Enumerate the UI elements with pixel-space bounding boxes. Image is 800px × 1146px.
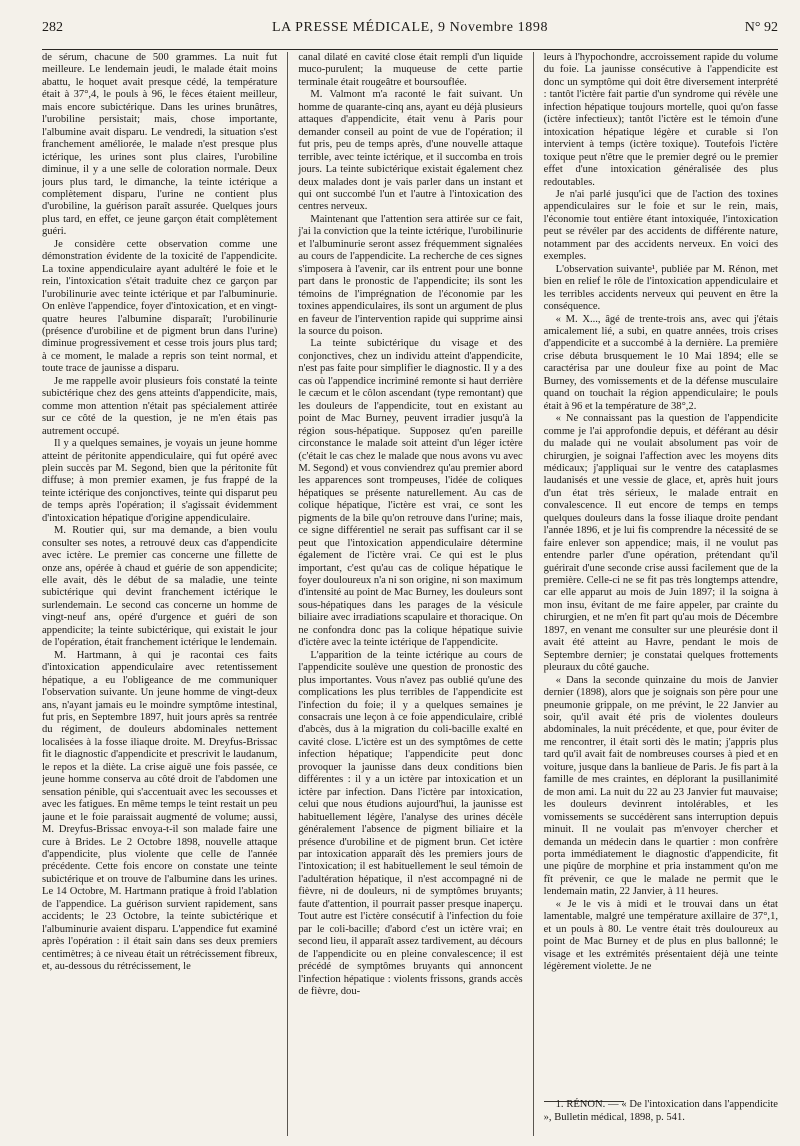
column-3 [533,52,778,1136]
paragraph: Maintenant que l'attention sera attirée sur ce fait, j'ai la conviction que la teinte ictérique, l'urobilinurie et l'albuminurie seront assez fréquemment signalées au cours de l'appendicite. La recherche de ces signes s'imposera à l'avenir, car ils entrent pour une bonne part dans le pronostic de l'appendicite; ils sont les témoins de l'imprégnation de l'économie par les toxines appendiculaires, ils sont un argument de plus en faveur de l'intervention rapide qui supprime ainsi la source du poison. [298,213,523,337]
paragraph: « Je le vis à midi et le trouvai dans un état lamentable, malgré une température axillaire de 37°,1, et un pouls à 80. Le ventre était très douloureux au point de Mac Burney et de plus en plus ballonné; le visage et les extrémités présentaient déjà une teinte légèrement violette. Je ne [543,898,778,973]
journal-title-date: LA PRESSE MÉDICALE, 9 Novembre 1898 [271,20,549,35]
paragraph: L'observation suivante¹, publiée par M. Rénon, met bien en relief le rôle de l'intoxication appendiculaire et les terribles accidents nerveux qui peuvent en être la conséquence. [543,263,778,313]
column-2 [287,52,532,1136]
paragraph: de sérum, chacune de 500 grammes. La nuit fut meilleure. Le lendemain jeudi, le malade était moins abattu, le hoquet avait presque cédé, la température était à 37°,4, le pouls à 96, le fèces étaient meilleur, mais encore subictérique. Dans les urines brunâtres, l'urobiline persistait; mais, chose importante, l'albumine avait disparu. Le vendredi, la situation s'est franchement améliorée, le malade n'est presque plus ictérique, les urines sont plus claires, l'urobiline diminue, il y a une selle de coloration normale. Deux jours plus tard, le dimanche, la teinte ictérique a complètement disparu, l'urine ne contient plus d'urobiline, la guérison paraît assurée. Quelques jours plus tard, en effet, ce jeune garçon était complètement guéri. [42,52,278,238]
paragraph: Je n'ai parlé jusqu'ici que de l'action des toxines appendiculaires sur le foie et sur le rein, mais, l'économie tout entière étant intoxiquée, l'intoxication peut se révéler par des accidents de différente nature, notamment par des accidents nerveux. En voici des exemples. [543,188,778,263]
paragraph: La teinte subictérique du visage et des conjonctives, chez un individu atteint d'appendicite, n'est pas faite pour simplifier le diagnostic. Il y a des cas où l'appendice incriminé remonte si haut derrière le cæcum et le côlon ascendant (type remontant) que les douleurs de l'appendicite, tout en existant au point de Mac Burney, peuvent irradier jusqu'à la région sous-hépatique. Supposez qu'en pareille circonstance le malade soit atteint d'un léger ictère (c'était le cas chez le malade que nous avons vu avec M. Segond) et vous conviendrez qu'au premier abord les apparences sont trompeuses, l'idée de coliques hépatiques se présente naturellement. Au cas de colique hépatique, l'ictère est vrai, ce sont les pigments de la bile qu'on retrouve dans l'urine; mais, ce signe différentiel ne serait pas suffisant car il se peut que l'intoxication appendiculaire détermine également de l'ictère vrai. Ce qui est le plus important, c'est qu'au cas de colique hépatique le foyer douloureux n'a ni son origine, ni son maximum d'intensité au point de Mac Burney, les douleurs sont sous-hépatiques dans les parages de la vésicule biliaire avec irradiations scapulaire et thoracique. On ne confondra donc pas la colique hépatique suivie d'ictère avec la teinte ictérique de l'appendicite. [298,338,523,649]
paragraph: « Dans la seconde quinzaine du mois de Janvier dernier (1898), alors que je soignais son père pour une pneumonie grippale, on me prévint, le 22 Janvier au soir, qu'il avait été pris de violentes douleurs abdominales, la nuit précédente, et que, pour éviter de me rencontrer, il était sorti dès le matin; j'appris plus tard qu'il avait fait de nombreuses courses à pied et en voiture, jusque dans la banlieue de Paris. Je fis part à la famille de mes craintes, en déplorant la pusillanimité de mon ami. La nuit du 22 au 23 Janvier fut mauvaise; les douleurs devinrent intolérables, et les vomissements se succédèrent sans interruption depuis minuit. Il ne voulait pas m'envoyer chercher et demanda un médecin dans le quartier : mon confrère porta immédiatement le diagnostic d'appendicite, fit une piqûre de morphine et pria instamment qu'on me fît prévenir, ce que le malade ne permit que le lendemain matin, 22 Janvier, à 11 heures. [543,674,778,898]
text-columns [42,52,778,1136]
paragraph: M. Hartmann, à qui je racontai ces faits d'intoxication appendiculaire avec retentissement hépatique, a eu l'obligeance de me communiquer l'observation suivante. Un jeune homme de vingt-deux ans, n'ayant jamais eu le moindre symptôme intestinal, fut pris, en Septembre 1897, huit jours après sa rentrée du régiment, de douleurs abdominales nettement localisées à la fosse iliaque droite. M. Dreyfus-Brissac fit le diagnostic d'appendicite et prescrivit le laudanum, le repos et la diète. La crise aiguë une fois passée, ce jeune homme conserva au côté droit de l'abdomen une sensation pénible, qui s'accentuait avec les secousses et avec les fatigues. En même temps le teint restait un peu jaune et le foie paraissait augmenté de volume; aussi, M. Dreyfus-Brissac envoya-t-il son malade faire une cure à Brides. Le 2 Octobre 1898, nouvelle attaque d'appendicite, plus violente que celle de l'année précédente. Cette fois encore on constate une teinte subictérique et on trouve de l'albumine dans les urines. Le 14 Octobre, M. Hartmann pratique à froid l'ablation de l'appendice. La guérison survient rapidement, sans accidents; le 23 Octobre, la teinte subictérique et l'albuminurie avaient disparu. L'appendice fut examiné après l'opération : il était sain dans ses deux premiers centimètres; à ce niveau était un rétrécissement fibreux, et, au-dessous du rétrécissement, le [42,649,278,973]
page-number: 282 [42,20,63,35]
issue-number: N° 92 [744,20,778,35]
paragraph: « Ne connaissant pas la question de l'appendicite comme je l'ai approfondie depuis, et déférant au désir du malade qui ne voulait absolument pas voir de chirurgien, je soignai l'affection avec les moyens dits médicaux; j'appliquai sur le ventre des cataplasmes laudanisés et une vessie de glace, et, après huit jours d'un état très sérieux, le malade entrait en convalescence. Il eut encore de temps en temps quelques douleurs dans la fosse iliaque droite pendant l'année 1896, et je lui fis comprendre la nécessité de se faire enlever son appendice; mais, il ne voulut pas entendre parler d'une opération, prétendant qu'il guérirait d'une seconde crise aussi facilement que de la première. Celle-ci ne se fit pas très longtemps attendre, car elle apparut au mois de Juin 1897; il la soigna à mon insu, évitant de me faire appeler, par crainte du chirurgien, et ne m'en fit part qu'au mois de Décembre 1897, en venant me consulter sur une pleurésie dont il avait été atteint au Havre, pendant le mois de Septembre dernier; je constatai quelques frottements pleuraux du côté gauche. [543,413,778,674]
paragraph: M. Routier qui, sur ma demande, a bien voulu consulter ses notes, a retrouvé deux cas d'appendicite avec ictère. Le premier cas concerne une fillette de onze ans, opérée à chaud et guérie de son appendicite; elle avait, dès le début de sa maladie, une teinte subictérique qui devint franchement ictérique le surlendemain. Le second cas concerne un homme de vingt-neuf ans, opéré d'urgence et guéri de son appendicite; la teinte subictérique, qui existait le jour de l'opération, était franchement ictérique le lendemain. [42,525,278,649]
paragraph: M. Valmont m'a raconté le fait suivant. Un homme de quarante-cinq ans, ayant eu déjà plusieurs attaques d'appendicite, était venu à Paris pour demander conseil au point de vue de l'opération; il fut pris, peu de temps après, d'une nouvelle attaque terrible, avec teinte ictérique, et il succomba en trois jours. La teinte subictérique existait également chez deux malades dont je vais parler dans un instant et qui ont succombé l'un et l'autre à l'intoxication des centres nerveux. [298,89,523,213]
paragraph: Je considère cette observation comme une démonstration évidente de la toxicité de l'appendicite. La toxine appendiculaire ayant adultéré le foie et le rein, l'intoxication s'était traduite chez ce garçon par l'urobilinurie avec teinte ictérique et par l'albuminurie. On enlève l'appendice, foyer d'intoxication, et en vingt-quatre heures l'albumine disparaît; l'urobilinurie (présence d'urobiline et de pigment brun dans l'urine) diminue progressivement et cesse trois jours plus tard; à ce moment, le malade a repris son teint normal, et toute trace de jaunisse a disparu. [42,238,278,375]
paragraph: Il y a quelques semaines, je voyais un jeune homme atteint de péritonite appendiculaire, qui fut opéré avec plein succès par M. Segond, bien que la péritonite fût diffuse; à mon premier examen, je fus frappé de la teinte ictérique des conjonctives, teinte qui disparut peu de temps après l'opération; il s'agissait évidemment d'intoxication hépatique d'origine appendiculaire. [42,438,278,524]
column-1 [42,52,287,1136]
footnote: 1. RÉNON. — « De l'intoxication dans l'appendicite », Bulletin médical, 1898, p. 541. [543,1099,778,1123]
paragraph: Je me rappelle avoir plusieurs fois constaté la teinte subictérique chez des gens atteints d'appendicite, mais, comme mon attention n'était pas spécialement attirée sur ce côté de la question, je ne m'en étais pas autrement occupé. [42,375,278,437]
paragraph: canal dilaté en cavité close était rempli d'un liquide muco-purulent; la muqueuse de cette partie terminale était rougeâtre et boursouflée. [298,52,523,88]
running-header [42,20,778,50]
paragraph: L'apparition de la teinte ictérique au cours de l'appendicite soulève une question de pronostic des plus importantes. Vous n'avez pas oublié qu'une des complications les plus terribles de l'appendicite est l'infection du foie; il y a quelques semaines je consacrais une leçon à ce foie appendiculaire, criblé d'abcès, dus à la migration du coli-bacille exalté en cavité close. L'ictère est un des symptômes de cette infection hépatique; l'appendicite peut donc provoquer la jaunisse dans deux conditions bien différentes : il y a un ictère par intoxication et un ictère par infection. Dans l'ictère par intoxication, celui que nous étudions aujourd'hui, la jaunisse est habituellement légère, l'analyse des urines décèle généralement l'absence de pigment biliaire et la présence d'urobiline et de pigment brun. Cet ictère par intoxication apparaît dès les premiers jours de l'intoxication; il est habituellement le seul témoin de l'adultération hépatique, il n'est accompagné ni de fièvre, ni de douleurs, ni de symptômes bruyants; faute d'attention, il pourrait passer presque inaperçu. Tout autre est l'ictère consécutif à l'infection du foie par le coli-bacille; d'abord c'est un ictère vrai; en second lieu, il apparaît assez tardivement, au décours de l'appendicite ou en pleine convalescence; il est précédé de symptômes bruyants qui annoncent l'infection hépatique : violents frissons, grands accès de fièvre, dou- [298,649,523,997]
paragraph: leurs à l'hypochondre, accroissement rapide du volume du foie. La jaunisse consécutive à l'appendicite est donc un symptôme qui doit être diversement interprété : tantôt l'ictère fait partie d'un syndrome qui révèle une infection hépatique toujours mortelle, quoi qu'on fasse (ictère infectieux); tantôt l'ictère est le témoin d'une intoxication hépatique légère et curable si l'on intervient à temps (ictère toxique). Toutefois l'ictère toxique peut n'être que le premier degré ou le premier effet d'une intoxication généralisée des plus redoutables. [543,52,778,188]
paragraph: « M. X..., âgé de trente-trois ans, avec qui j'étais amicalement lié, a subi, en quatre années, trois crises d'appendicite et a succombé à la dernière. La première crise débuta brusquement le 10 Mai 1894; elle se caractérisa par une douleur fixe au point de Mac Burney, des vomissements et de la défense musculaire quand on touchait la région appendiculaire; le pouls était à 96 et la température de 38°,2. [543,313,778,412]
